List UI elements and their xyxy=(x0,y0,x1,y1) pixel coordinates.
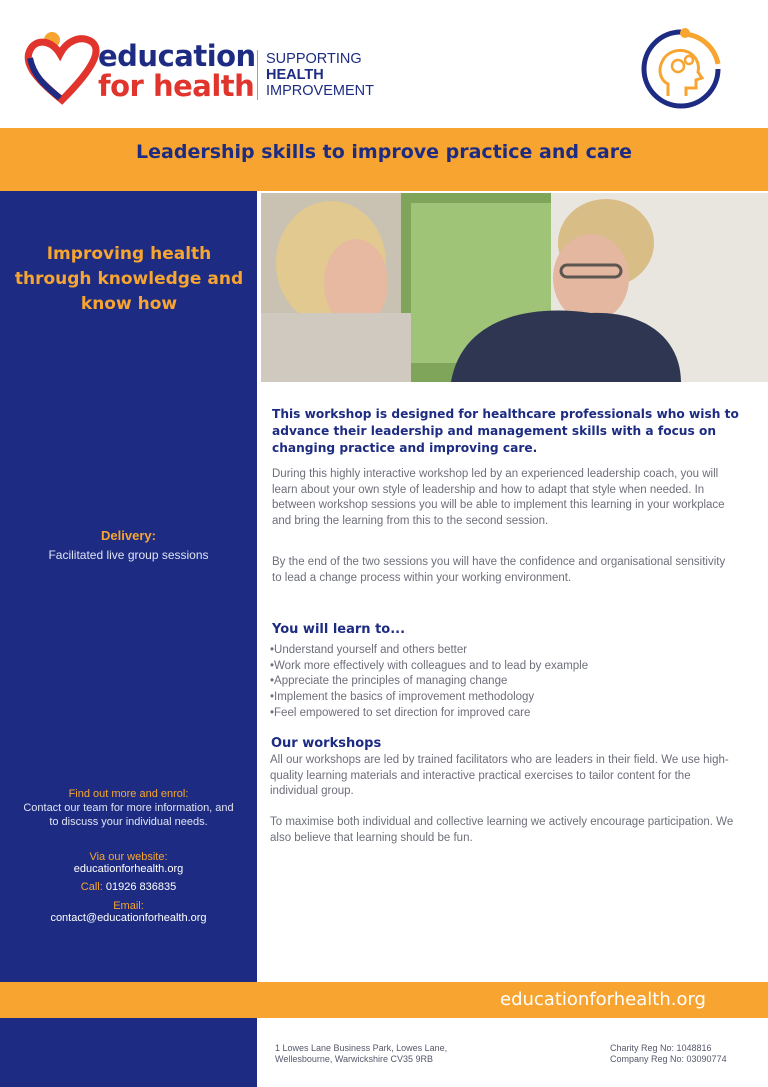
email-link[interactable]: contact@educationforhealth.org xyxy=(50,912,207,924)
tagline-line: HEALTH xyxy=(266,67,324,83)
charity-reg: Charity Reg No: 1048816 xyxy=(610,1043,712,1053)
website-link[interactable]: educationforhealth.org xyxy=(73,863,184,875)
heart-logo-icon xyxy=(22,28,102,108)
tagline-line: IMPROVEMENT xyxy=(266,83,374,99)
description-paragraph: During this highly interactive workshop led by an experienced leadership coach, you will learn about your own style of leadership and how to adapt that style when needed. In between workshop sessions you will be able to implement this learning in your workplace and bring the learning from this to the second session. xyxy=(272,468,725,527)
address-line: Wellesbourne, Warwickshire CV35 9RB xyxy=(275,1054,434,1064)
learn-heading: You will learn to... xyxy=(272,622,406,637)
footer-url[interactable]: educationforhealth.org xyxy=(500,989,706,1010)
registration xyxy=(610,1043,727,1065)
list-item: •Understand yourself and others better xyxy=(270,644,468,656)
brand-name-line1: education xyxy=(98,39,256,73)
website-label: Via our website: xyxy=(89,851,168,863)
workshops-heading: Our workshops xyxy=(271,736,382,751)
call-label: Call: xyxy=(80,881,103,893)
list-item: •Work more effectively with colleagues and to lead by example xyxy=(270,659,589,672)
hero-photo xyxy=(261,193,768,382)
address xyxy=(275,1043,447,1065)
tagline-line: SUPPORTING xyxy=(266,51,362,67)
company-reg: Company Reg No: 03090774 xyxy=(610,1054,727,1064)
email-label: Email: xyxy=(113,900,144,912)
footer-sidebar xyxy=(0,1018,257,1087)
brand-name-line2: for health xyxy=(98,69,255,103)
brand-tagline xyxy=(266,51,374,99)
outcome-paragraph: By the end of the two sessions you will have the confidence and organisational sensitivity to lead a change process within your working environment. xyxy=(272,556,726,584)
delivery-label: Delivery: xyxy=(101,528,156,543)
list-item: •Implement the basics of improvement methodology xyxy=(270,691,535,704)
list-item: •Appreciate the principles of managing change xyxy=(270,675,508,688)
brand-divider xyxy=(257,50,258,100)
intro-text: This workshop is designed for healthcare professionals who wish to advance their leadership and management skills with a focus on changing practice and improving care. xyxy=(272,407,739,455)
sidebar-tagline: Improving health through knowledge and know how xyxy=(14,244,244,314)
contact-heading: Find out more and enrol: xyxy=(68,788,189,800)
list-item: •Feel empowered to set direction for improved care xyxy=(270,706,531,719)
address-line: 1 Lowes Lane Business Park, Lowes Lane, xyxy=(275,1043,448,1053)
phone-number[interactable]: 01926 836835 xyxy=(105,881,177,893)
contact-body: Contact our team for more information, and to discuss your individual needs. xyxy=(23,802,234,828)
workshops-paragraph-2: To maximise both individual and collective learning we actively encourage participation. We also believe that learning should be fun. xyxy=(270,816,734,844)
workshops-paragraph: All our workshops are led by trained facilitators who are leaders in their field. We use high-quality learning materials and interactive practical exercises to tailor content for the individual group. xyxy=(270,754,729,797)
learn-list xyxy=(270,643,740,722)
page-title: Leadership skills to improve practice and care xyxy=(136,141,632,163)
delivery-value: Facilitated live group sessions xyxy=(48,548,209,562)
phone-line xyxy=(20,880,237,894)
head-gears-icon xyxy=(638,26,724,112)
